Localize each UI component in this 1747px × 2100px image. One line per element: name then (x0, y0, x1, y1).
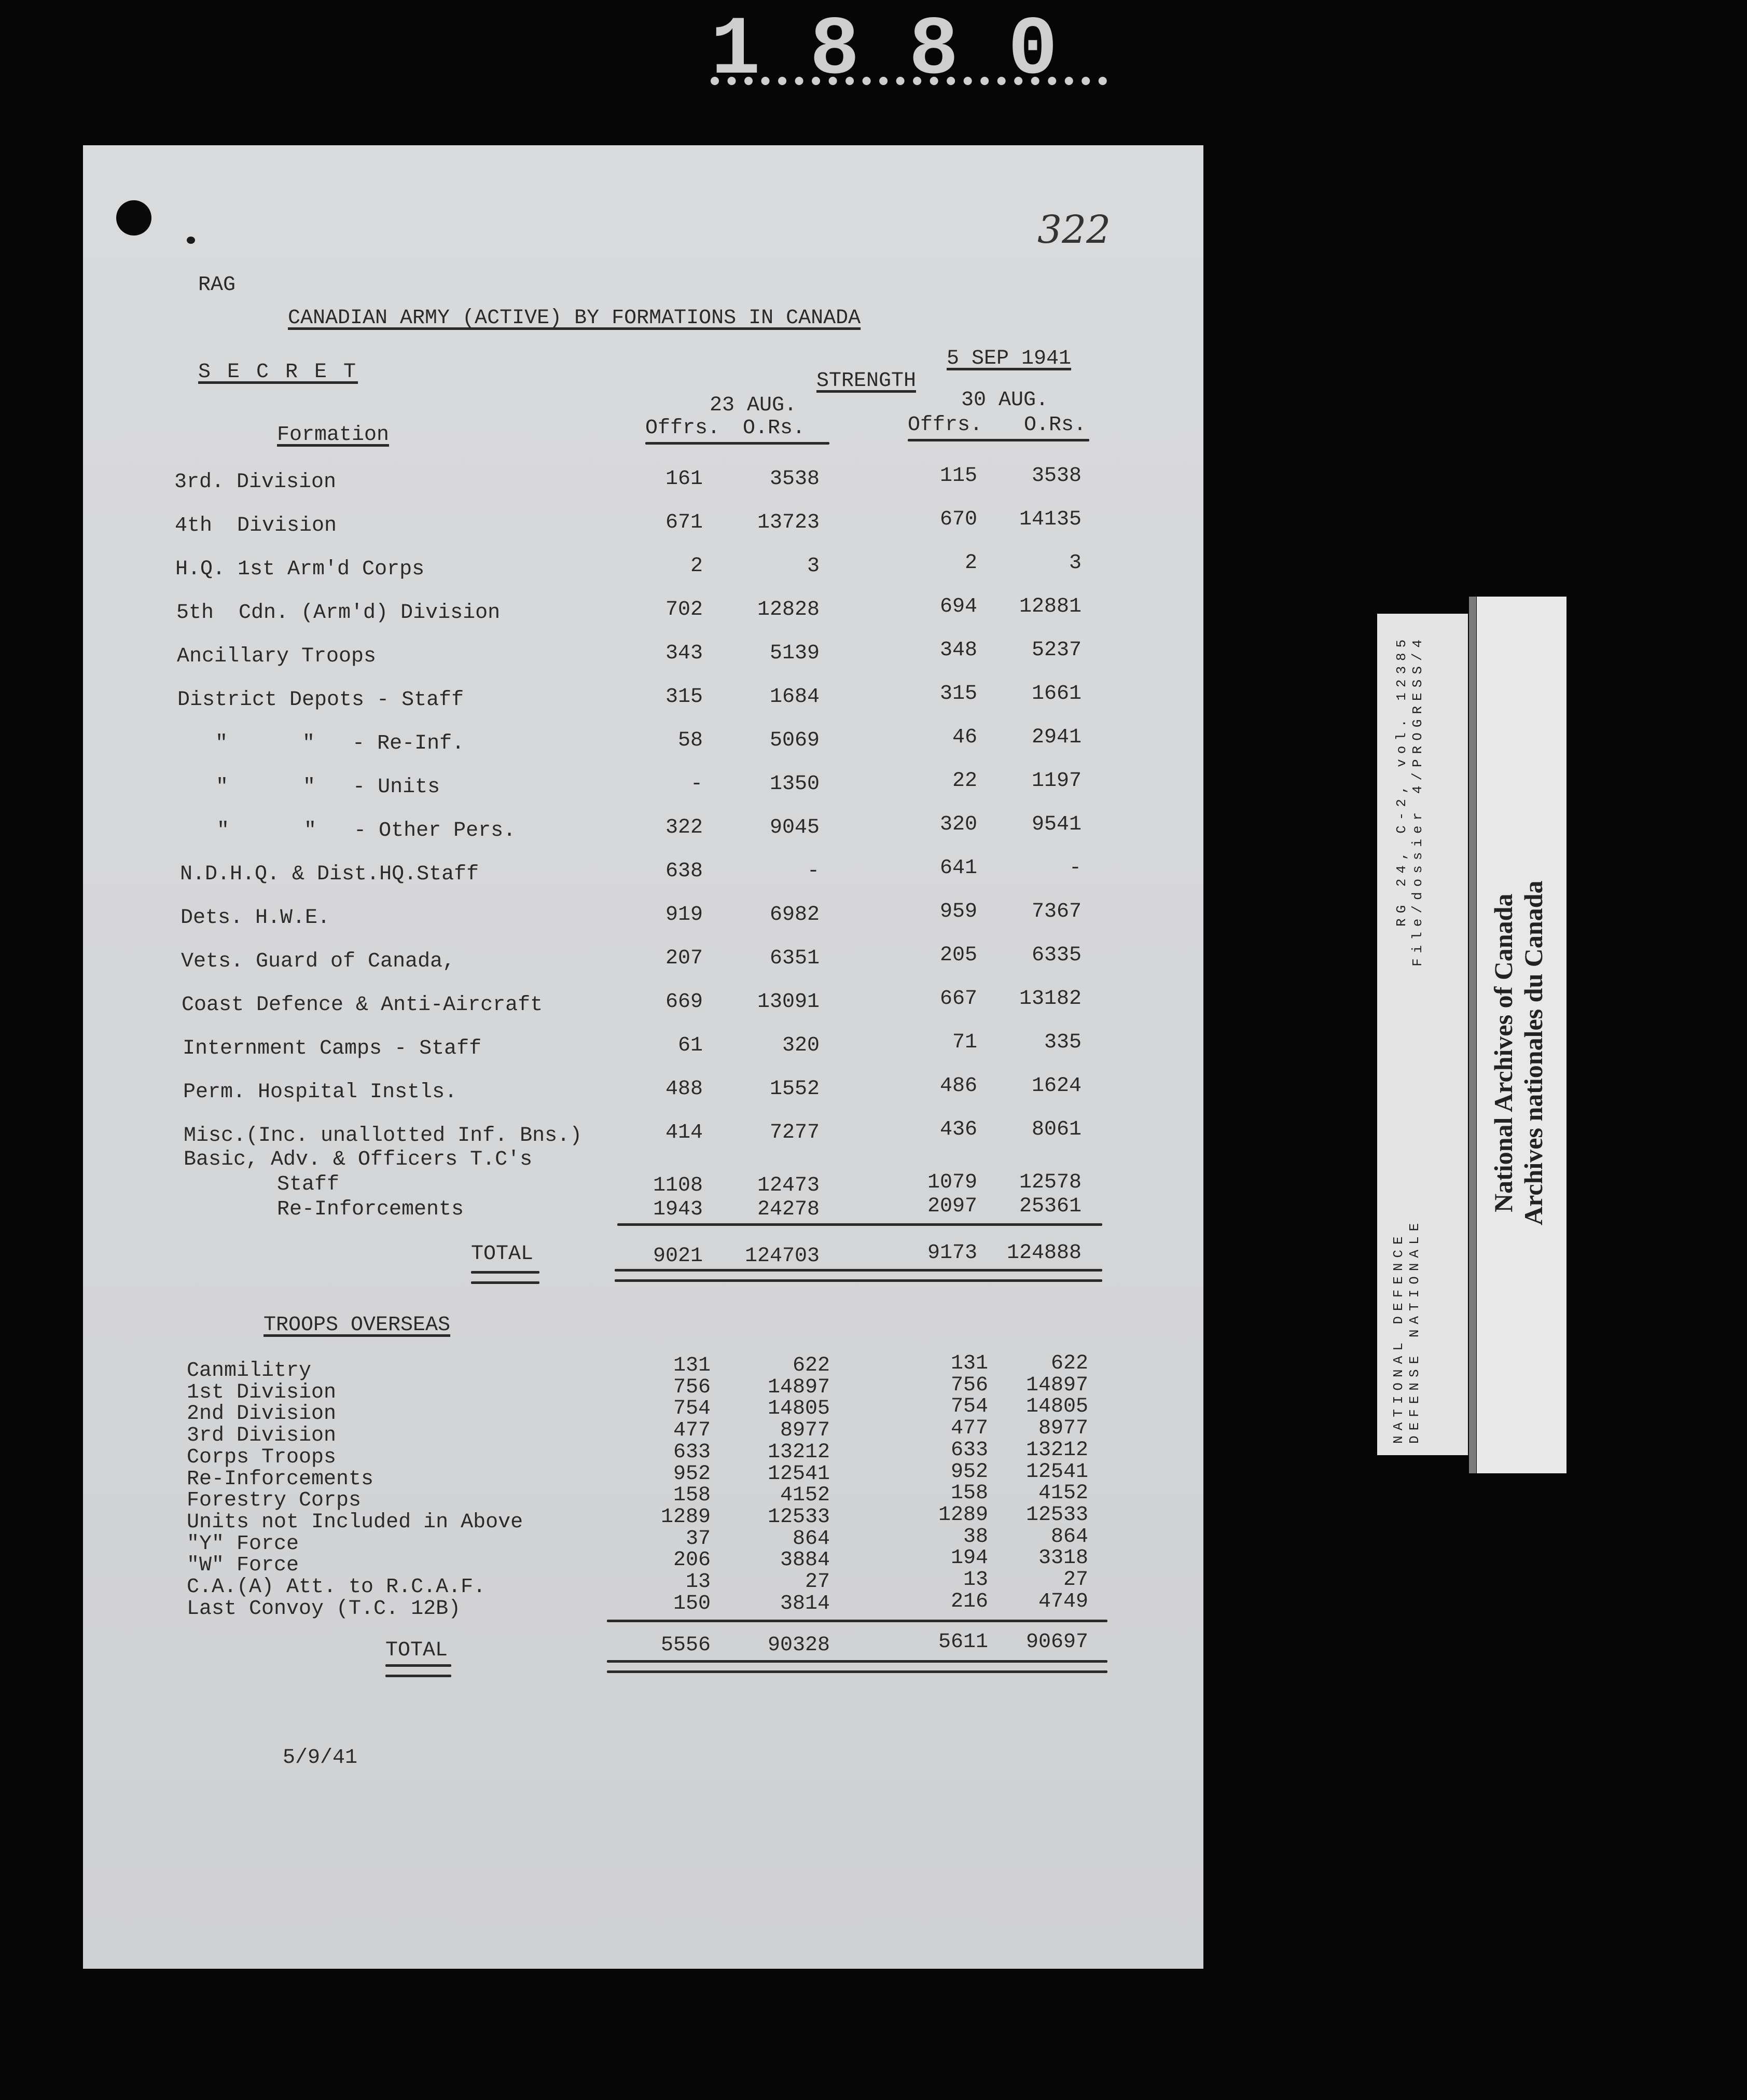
cell-offrs-30-aug: 71 (952, 1031, 977, 1054)
row-label: District Depots - Staff (177, 688, 464, 712)
cell-ors-30-aug: 5237 (1031, 639, 1082, 662)
cell-ors-30-aug: 864 (1050, 1525, 1088, 1549)
cell-offrs-23-aug: 488 (665, 1077, 703, 1101)
cell-offrs-30-aug: 1289 (938, 1503, 988, 1527)
cell-offrs-30-aug: 486 (939, 1074, 977, 1098)
cell-offrs-23-aug: 37 (685, 1527, 711, 1551)
cell-offrs-30-aug: 667 (939, 987, 977, 1011)
cell-ors-23-aug: 12541 (767, 1462, 830, 1486)
cell-ors-30-aug: 124888 (1006, 1241, 1082, 1265)
cell-ors-30-aug: 90697 (1025, 1631, 1088, 1654)
cell-offrs-23-aug: 343 (665, 642, 703, 665)
overseas-total-label-underline (385, 1664, 451, 1667)
row-label: "W" Force (187, 1554, 299, 1578)
initials: RAG (198, 273, 236, 297)
overseas-total-label-underline-2 (385, 1675, 451, 1677)
cell-ors-30-aug: 13182 (1019, 987, 1082, 1011)
cell-offrs-23-aug: 322 (665, 816, 703, 839)
row-label: 2nd Division (187, 1402, 337, 1426)
cell-ors-23-aug: 320 (782, 1034, 820, 1057)
cell-offrs-30-aug: 13 (963, 1568, 988, 1592)
cell-ors-23-aug: 3 (807, 555, 820, 578)
cell-offrs-30-aug: 694 (939, 595, 977, 618)
row-label: Perm. Hospital Instls. (183, 1081, 457, 1104)
cell-offrs-23-aug: 158 (673, 1484, 711, 1508)
cell-ors-23-aug: 90328 (767, 1634, 830, 1657)
row-label: C.A.(A) Att. to R.C.A.F. (187, 1576, 486, 1599)
cell-offrs-23-aug: 5556 (660, 1634, 711, 1657)
row-label: 3rd Division (187, 1424, 337, 1448)
overseas-heading: TROOPS OVERSEAS (264, 1314, 451, 1337)
cell-offrs-23-aug: 633 (673, 1440, 711, 1464)
cell-ors-30-aug: 3538 (1031, 464, 1082, 488)
cell-ors-23-aug: 13091 (757, 990, 820, 1014)
cell-ors-23-aug: 27 (805, 1570, 830, 1594)
cell-ors-30-aug: 12881 (1019, 595, 1082, 618)
cell-ors-23-aug: 14897 (767, 1375, 830, 1399)
cell-offrs-23-aug: 315 (665, 685, 703, 709)
cell-ors-23-aug: 14805 (767, 1397, 830, 1421)
cell-ors-30-aug: 6335 (1031, 944, 1082, 967)
cell-offrs-30-aug: 194 (950, 1546, 988, 1570)
cell-offrs-23-aug: 919 (665, 903, 703, 927)
cell-ors-23-aug: 1684 (769, 685, 820, 709)
row-label: Units not Included in Above (187, 1510, 523, 1534)
row-label: 1st Division (187, 1380, 337, 1404)
cell-ors-23-aug: 3538 (769, 467, 820, 491)
cell-offrs-30-aug: 46 (952, 726, 977, 749)
row-label: TOTAL (471, 1242, 534, 1266)
cell-ors-30-aug: 4749 (1038, 1590, 1088, 1613)
cell-offrs-30-aug: 633 (950, 1438, 988, 1462)
ink-speck (187, 237, 195, 244)
cell-ors-30-aug: 622 (1050, 1352, 1088, 1375)
cell-ors-23-aug: - (807, 860, 820, 883)
cell-ors-23-aug: 864 (792, 1527, 830, 1551)
cell-offrs-30-aug: 1079 (927, 1171, 977, 1194)
archives-canada-label (1477, 597, 1566, 1473)
cell-ors-30-aug: 1661 (1031, 682, 1082, 706)
total-label-underline (471, 1271, 539, 1274)
cell-ors-30-aug: 14897 (1025, 1373, 1088, 1397)
cell-offrs-23-aug: 206 (673, 1549, 711, 1572)
period-23-aug: 23 AUG. (710, 394, 797, 417)
cell-ors-30-aug: 3 (1069, 551, 1082, 575)
cell-ors-30-aug: 3318 (1038, 1546, 1088, 1570)
archive-reference-label (1377, 614, 1468, 1455)
cell-offrs-30-aug: 477 (950, 1417, 988, 1441)
cell-offrs-30-aug: 38 (963, 1525, 988, 1549)
cell-offrs-30-aug: 959 (939, 900, 977, 923)
header-underline-30 (908, 439, 1089, 441)
period-30-aug: 30 AUG. (961, 389, 1049, 412)
cell-offrs-30-aug: 670 (939, 508, 977, 531)
cell-ors-30-aug: 12578 (1019, 1171, 1082, 1194)
cell-offrs-30-aug: 205 (939, 944, 977, 967)
overseas-total-rule (607, 1660, 1107, 1663)
cell-ors-23-aug: 6982 (769, 903, 820, 927)
training-label: Basic, Adv. & Officers T.C's (184, 1148, 533, 1171)
cell-offrs-30-aug: 641 (939, 856, 977, 880)
cell-ors-23-aug: 1350 (769, 772, 820, 796)
cell-ors-30-aug: 25361 (1019, 1195, 1082, 1218)
cell-ors-23-aug: 622 (792, 1354, 830, 1377)
strength-heading: STRENGTH (816, 369, 917, 393)
total-double-rule (615, 1279, 1102, 1282)
label-gap (1469, 597, 1476, 1473)
cell-offrs-30-aug: 2097 (927, 1195, 977, 1218)
cell-offrs-23-aug: 161 (665, 467, 703, 491)
overseas-subtotal-rule (607, 1620, 1107, 1622)
total-label-underline-2 (471, 1281, 539, 1284)
reel-number: 1880 (711, 4, 1107, 98)
footer-date: 5/9/41 (283, 1746, 358, 1770)
overseas-total-double-rule (607, 1670, 1107, 1673)
total-rule (615, 1269, 1102, 1272)
row-label: Internment Camps - Staff (183, 1037, 482, 1060)
col-ors-30: O.Rs. (1024, 413, 1087, 437)
cell-offrs-30-aug: 952 (950, 1460, 988, 1484)
row-label: " " - Re-Inf. (178, 732, 465, 755)
row-label: Forestry Corps (187, 1489, 362, 1513)
cell-ors-23-aug: 3884 (780, 1549, 830, 1572)
cell-ors-23-aug: 24278 (757, 1198, 820, 1221)
row-label: " " - Units (178, 776, 440, 799)
formation-heading: Formation (277, 423, 390, 447)
cell-ors-30-aug: 9541 (1031, 813, 1082, 836)
row-label: Corps Troops (187, 1445, 337, 1469)
cell-offrs-23-aug: 131 (673, 1354, 711, 1377)
cell-offrs-23-aug: 1108 (653, 1174, 703, 1197)
handwritten-page-number: 322 (1037, 208, 1111, 252)
header-underline-23 (645, 442, 829, 445)
row-label: Coast Defence & Anti-Aircraft (182, 993, 543, 1017)
cell-offrs-30-aug: 22 (952, 769, 977, 793)
row-label: Staff (277, 1173, 340, 1196)
cell-offrs-23-aug: 952 (673, 1462, 711, 1486)
cell-ors-30-aug: 2941 (1031, 726, 1082, 749)
cell-offrs-23-aug: 61 (677, 1034, 703, 1057)
cell-ors-30-aug: 335 (1044, 1031, 1082, 1054)
cell-ors-23-aug: 3814 (780, 1592, 830, 1615)
cell-offrs-23-aug: 9021 (653, 1245, 703, 1268)
cell-offrs-23-aug: - (690, 772, 703, 796)
cell-ors-23-aug: 12828 (757, 598, 820, 621)
reference-text: RG 24, C-2, vol. 12385 File/dossier 4/PROGRESS/4 (1394, 634, 1425, 967)
cell-offrs-23-aug: 414 (665, 1121, 703, 1144)
cell-offrs-23-aug: 754 (673, 1397, 711, 1421)
cell-ors-23-aug: 8977 (780, 1419, 830, 1443)
subtotal-rule (617, 1223, 1102, 1226)
row-label: Misc.(Inc. unallotted Inf. Bns.) (184, 1124, 583, 1148)
row-label: "Y" Force (187, 1532, 299, 1556)
cell-offrs-23-aug: 756 (673, 1375, 711, 1399)
cell-offrs-23-aug: 671 (665, 511, 703, 534)
row-label: " " - Other Pers. (179, 819, 516, 842)
cell-ors-30-aug: 8977 (1038, 1417, 1088, 1441)
cell-ors-23-aug: 7277 (769, 1121, 820, 1144)
cell-offrs-30-aug: 315 (939, 682, 977, 706)
cell-ors-30-aug: - (1069, 856, 1082, 880)
cell-offrs-30-aug: 348 (939, 639, 977, 662)
cell-ors-23-aug: 5139 (769, 642, 820, 665)
punch-hole (116, 200, 151, 236)
row-label: Ancillary Troops (177, 645, 377, 668)
row-label: N.D.H.Q. & Dist.HQ.Staff (180, 863, 479, 886)
cell-ors-30-aug: 8061 (1031, 1118, 1082, 1141)
cell-ors-30-aug: 12541 (1025, 1460, 1088, 1484)
cell-offrs-30-aug: 115 (939, 464, 977, 488)
col-ors-23: O.Rs. (743, 417, 806, 440)
cell-offrs-23-aug: 150 (673, 1592, 711, 1615)
cell-ors-30-aug: 4152 (1038, 1482, 1088, 1505)
classification: S E C R E T (198, 361, 358, 384)
cell-ors-30-aug: 14805 (1025, 1395, 1088, 1419)
row-label: Last Convoy (T.C. 12B) (187, 1597, 461, 1621)
cell-offrs-30-aug: 158 (950, 1482, 988, 1505)
document-title: CANADIAN ARMY (ACTIVE) BY FORMATIONS IN CANADA (288, 307, 861, 330)
cell-ors-30-aug: 7367 (1031, 900, 1082, 923)
cell-ors-23-aug: 4152 (780, 1484, 830, 1508)
cell-ors-30-aug: 13212 (1025, 1438, 1088, 1462)
cell-offrs-23-aug: 638 (665, 860, 703, 883)
cell-ors-30-aug: 12533 (1025, 1503, 1088, 1527)
cell-offrs-23-aug: 669 (665, 990, 703, 1014)
cell-offrs-23-aug: 477 (673, 1419, 711, 1443)
department-text: NATIONAL DEFENCE DEFENSE NATIONALE (1391, 1218, 1422, 1444)
cell-offrs-30-aug: 756 (950, 1373, 988, 1397)
col-offrs-23: Offrs. (645, 417, 720, 440)
cell-offrs-30-aug: 2 (964, 551, 977, 575)
cell-ors-30-aug: 14135 (1019, 508, 1082, 531)
cell-ors-23-aug: 12473 (757, 1174, 820, 1197)
row-label: Dets. H.W.E. (181, 906, 330, 930)
cell-ors-23-aug: 13212 (767, 1440, 830, 1464)
cell-offrs-30-aug: 216 (950, 1590, 988, 1613)
cell-offrs-23-aug: 13 (685, 1570, 711, 1594)
col-offrs-30: Offrs. (908, 413, 983, 437)
cell-offrs-23-aug: 1289 (660, 1505, 711, 1529)
row-label: Re-Inforcements (187, 1467, 374, 1491)
row-label: 4th Division (175, 514, 337, 537)
row-label: 3rd. Division (174, 471, 337, 494)
cell-offrs-23-aug: 1943 (653, 1198, 703, 1221)
cell-ors-30-aug: 1624 (1031, 1074, 1082, 1098)
cell-offrs-30-aug: 9173 (927, 1241, 977, 1265)
cell-ors-23-aug: 5069 (769, 729, 820, 752)
cell-ors-23-aug: 13723 (757, 511, 820, 534)
report-date: 5 SEP 1941 (947, 347, 1072, 370)
cell-offrs-23-aug: 702 (665, 598, 703, 621)
cell-offrs-30-aug: 436 (939, 1118, 977, 1141)
cell-ors-23-aug: 124703 (744, 1245, 820, 1268)
cell-ors-30-aug: 1197 (1031, 769, 1082, 793)
cell-ors-23-aug: 9045 (769, 816, 820, 839)
row-label: TOTAL (385, 1639, 448, 1662)
cell-ors-23-aug: 1552 (769, 1077, 820, 1101)
row-label: Vets. Guard of Canada, (181, 950, 455, 973)
cell-offrs-23-aug: 58 (677, 729, 703, 752)
cell-offrs-30-aug: 320 (939, 813, 977, 836)
cell-offrs-30-aug: 131 (950, 1352, 988, 1375)
row-label: Re-Inforcements (277, 1198, 464, 1221)
archives-text: National Archives of Canada Archives nationales du Canada (1489, 880, 1548, 1226)
cell-ors-23-aug: 6351 (769, 947, 820, 970)
cell-offrs-23-aug: 207 (665, 947, 703, 970)
row-label: Canmilitry (187, 1359, 312, 1383)
row-label: 5th Cdn. (Arm'd) Division (176, 601, 501, 625)
row-label: H.Q. 1st Arm'd Corps (175, 558, 425, 581)
cell-offrs-30-aug: 5611 (938, 1631, 988, 1654)
cell-offrs-30-aug: 754 (950, 1395, 988, 1419)
cell-ors-23-aug: 12533 (767, 1505, 830, 1529)
cell-offrs-23-aug: 2 (690, 555, 703, 578)
cell-ors-30-aug: 27 (1063, 1568, 1088, 1592)
